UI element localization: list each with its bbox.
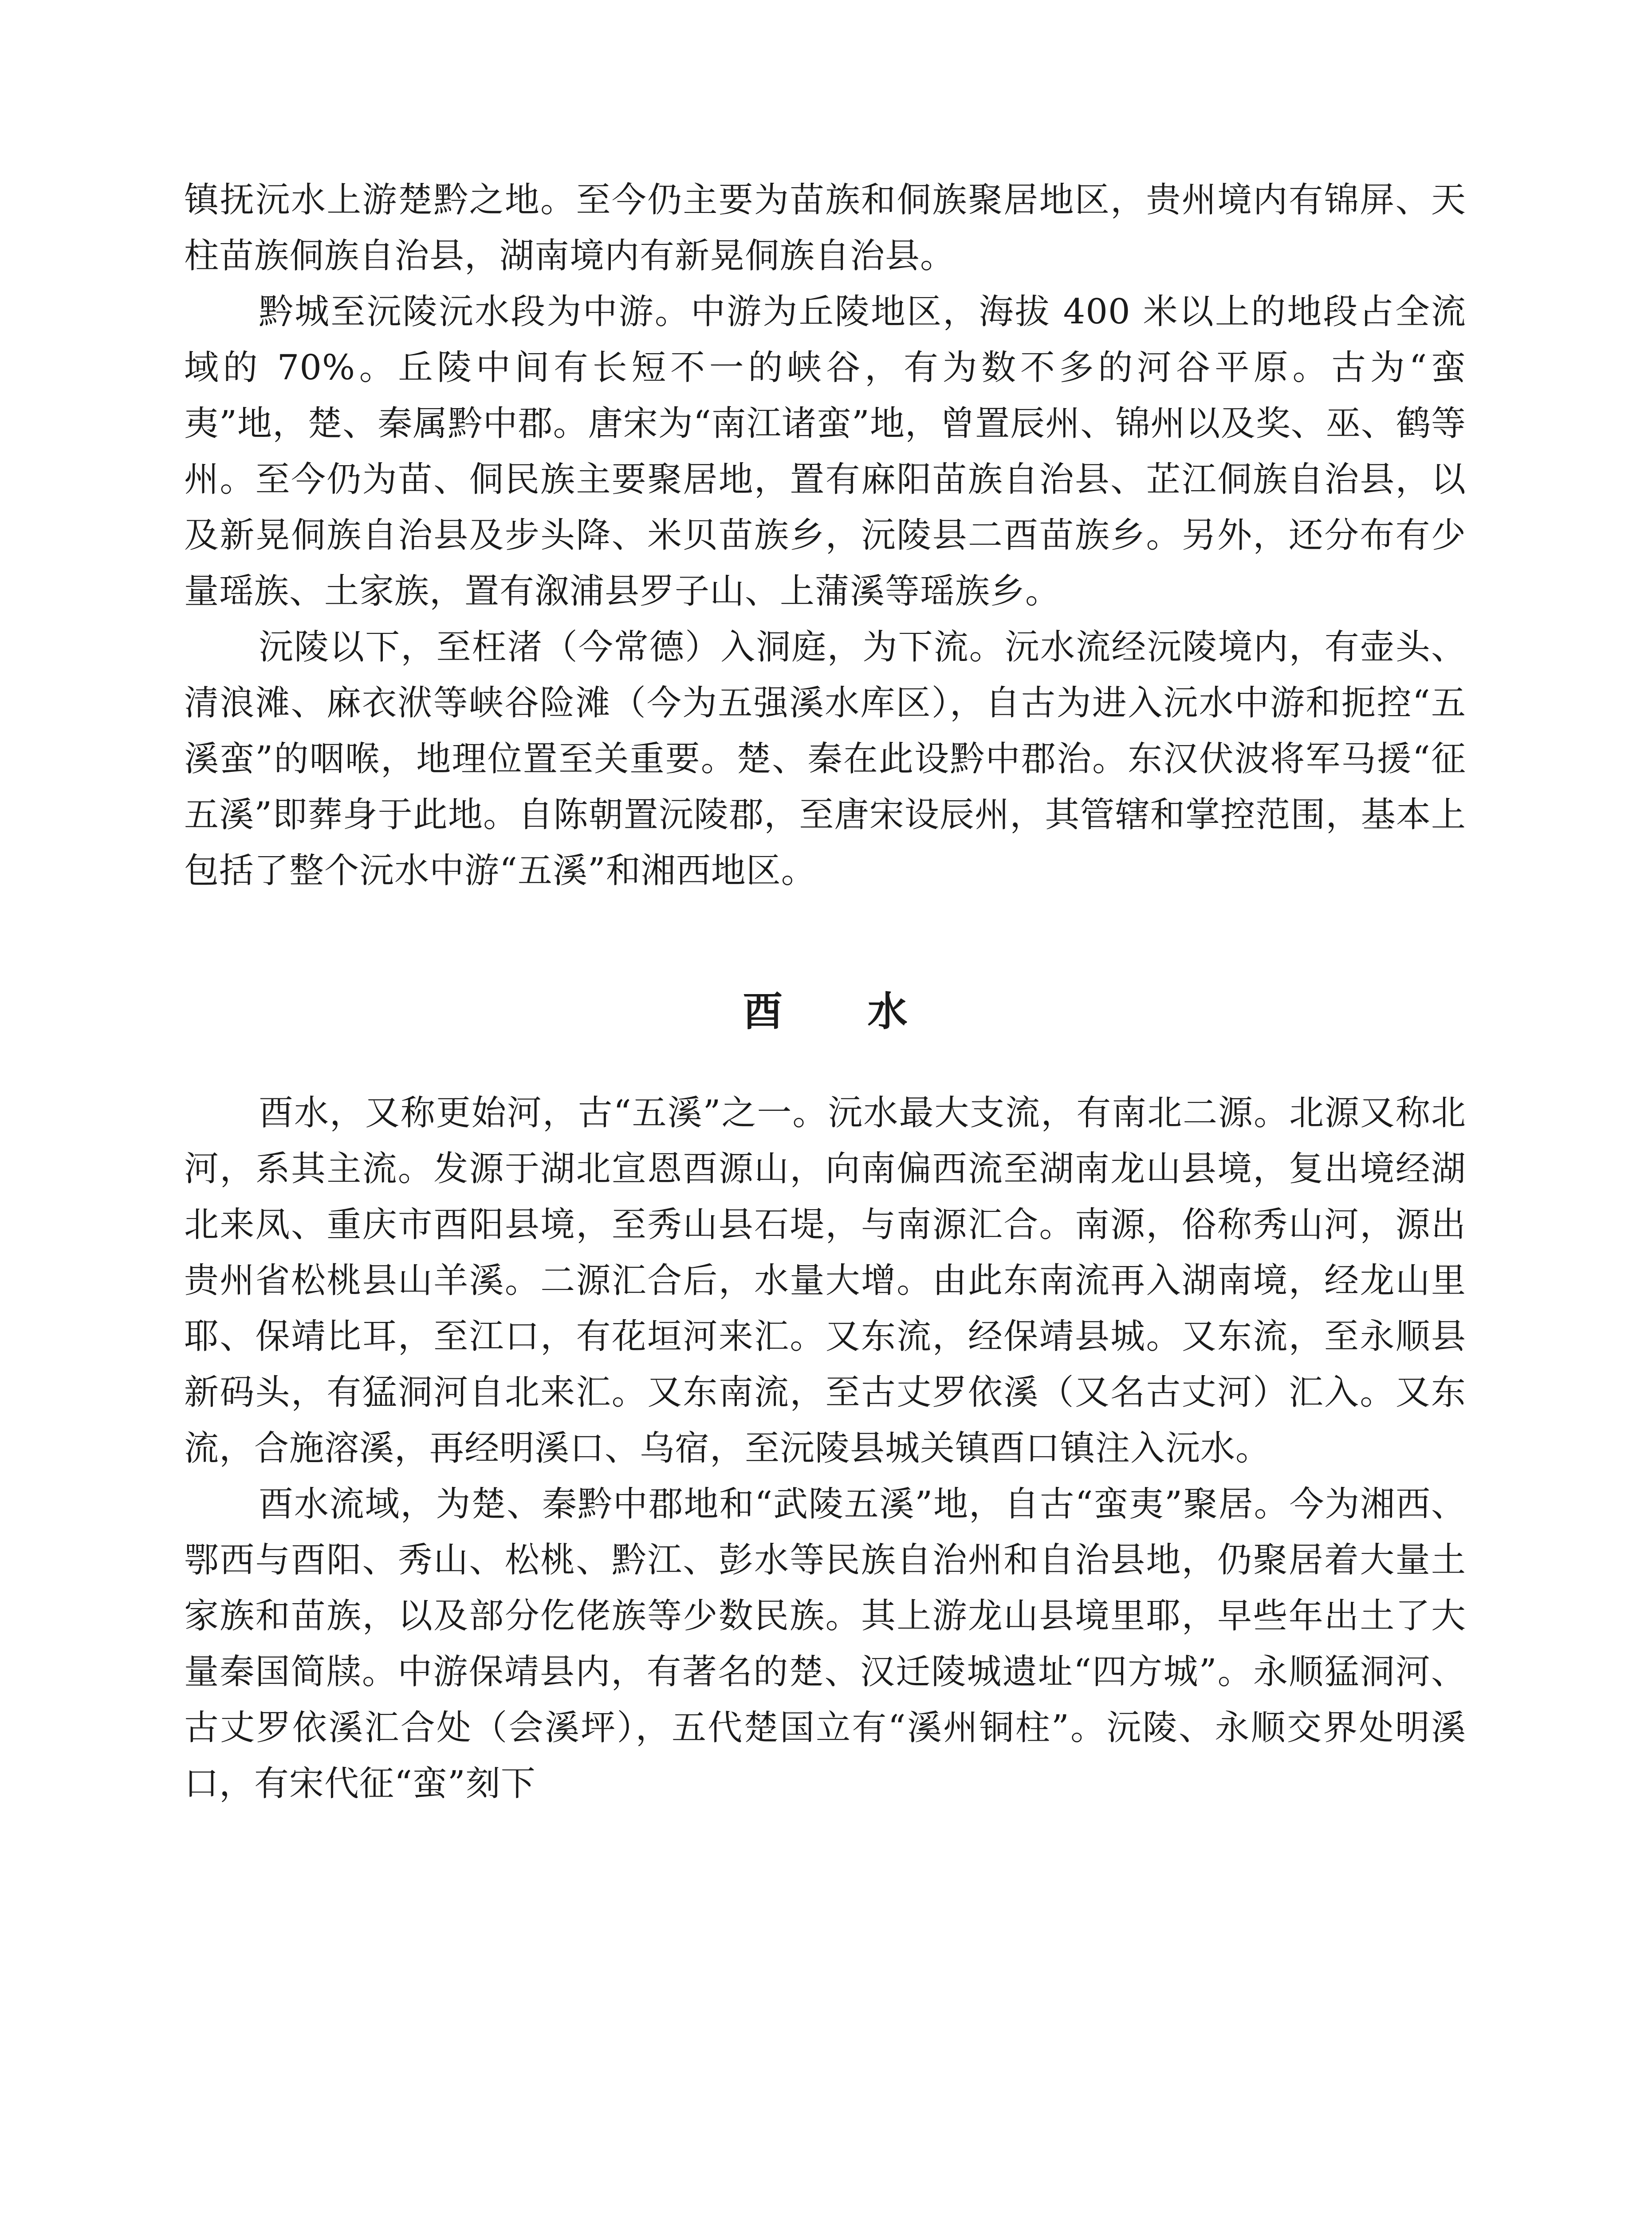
paragraph-lower-reach: 沅陵以下，至枉渚（今常德）入洞庭，为下流。沅水流经沅陵境内，有壶头、清浪滩、麻衣洑等峡谷险滩（今为五强溪水库区），自古为进入沅水中游和扼控“五溪蛮”的咽喉，地理位置至关重要。楚、秦在此设黔中郡治。东汉伏波将军马援“征五溪”即葬身于此地。自陈朝置沅陵郡，至唐宋设辰州，其管辖和掌控范围，基本上包括了整个沅水中游“五溪”和湘西地区。: [184, 627, 1466, 891]
paragraph-continued: 镇抚沅水上游楚黔之地。至今仍主要为苗族和侗族聚居地区，贵州境内有锦屏、天柱苗族侗族自治县，湖南境内有新晃侗族自治县。: [184, 180, 1466, 276]
paragraph-middle-reach: 黔城至沅陵沅水段为中游。中游为丘陵地区，海拔 400 米以上的地段占全流域的 70%。丘陵中间有长短不一的峡谷，有为数不多的河谷平原。古为“蛮夷”地，楚、秦属黔中郡。唐宋为“南江诸蛮”地，曾置辰州、锦州以及奖、巫、鹤等州。至今仍为苗、侗民族主要聚居地，置有麻阳苗族自治县、芷江侗族自治县，以及新晃侗族自治县及步头降、米贝苗族乡，沅陵县二酉苗族乡。另外，还分布有少量瑶族、土家族，置有溆浦县罗子山、上蒲溪等瑶族乡。: [184, 292, 1466, 611]
paragraph-youshui-course: 酉水，又称更始河，古“五溪”之一。沅水最大支流，有南北二源。北源又称北河，系其主流。发源于湖北宣恩酉源山，向南偏西流至湖南龙山县境，复出境经湖北来凤、重庆市酉阳县境，至秀山县石堤，与南源汇合。南源，俗称秀山河，源出贵州省松桃县山羊溪。二源汇合后，水量大增。由此东南流再入湖南境，经龙山里耶、保靖比耳，至江口，有花垣河来汇。又东流，经保靖县城。又东流，至永顺县新码头，有猛洞河自北来汇。又东南流，至古丈罗依溪（又名古丈河）汇入。又东流，合施溶溪，再经明溪口、乌宿，至沅陵县城关镇酉口镇注入沅水。: [184, 1093, 1466, 1468]
body-text: [184, 172, 1466, 1812]
paragraph-youshui-basin: 酉水流域，为楚、秦黔中郡地和“武陵五溪”地，自古“蛮夷”聚居。今为湘西、鄂西与酉阳、秀山、松桃、黔江、彭水等民族自治州和自治县地，仍聚居着大量土家族和苗族，以及部分仡佬族等少数民族。其上游龙山县境里耶，早些年出土了大量秦国简牍。中游保靖县内，有著名的楚、汉迁陵城遗址“四方城”。永顺猛洞河、古丈罗依溪汇合处（会溪坪），五代楚国立有“溪州铜柱”。沅陵、永顺交界处明溪口，有宋代征“蛮”刻下: [184, 1484, 1466, 1804]
section-heading: 酉 水: [743, 988, 943, 1035]
